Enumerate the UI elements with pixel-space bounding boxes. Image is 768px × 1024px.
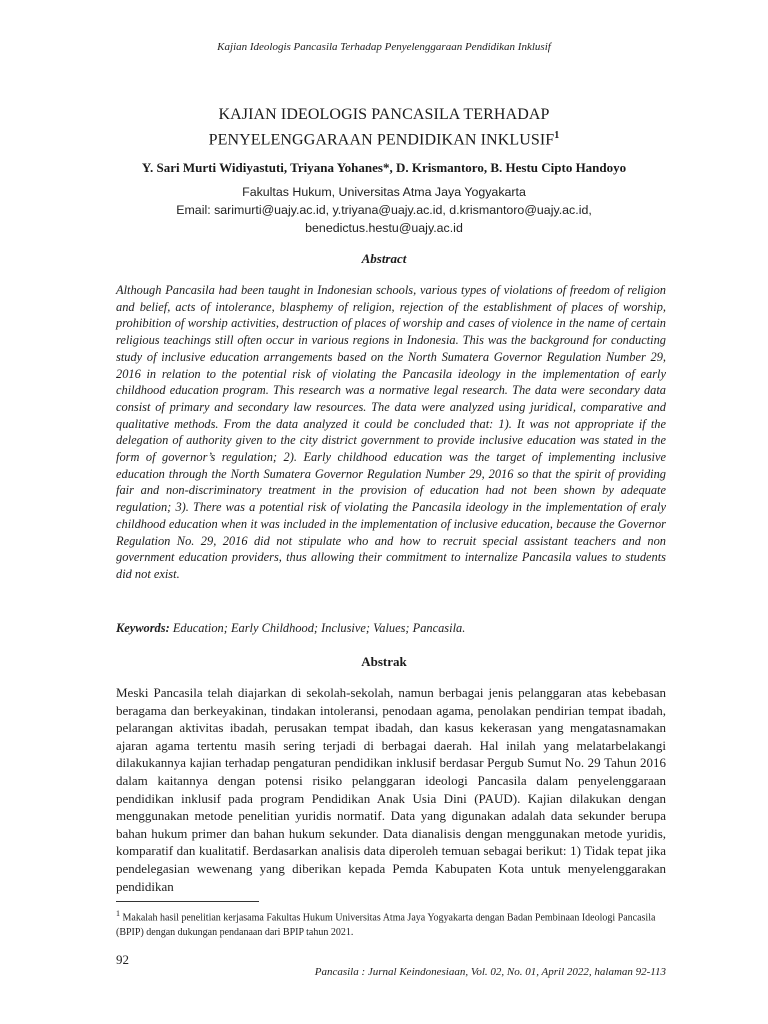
affiliation-emails-line-1: Email: sarimurti@uajy.ac.id, y.triyana@uajy.ac.id, d.krismantoro@uajy.ac.id, [176,203,592,217]
running-header: Kajian Ideologis Pancasila Terhadap Penyelenggaraan Pendidikan Inklusif [217,41,551,53]
footnote-divider [116,901,259,902]
keywords-label: Keywords: [116,621,170,635]
title-line-2 [0,125,768,150]
journal-citation-footer: Pancasila : Jurnal Keindonesiaan, Vol. 02, No. 01, April 2022, halaman 92-113 [314,966,666,978]
affiliation-institution: Fakultas Hukum, Universitas Atma Jaya Yogyakarta [242,185,526,199]
keywords-text: Education; Early Childhood; Inclusive; Values; Pancasila. [172,621,466,635]
footnote [116,907,666,940]
abstrak-heading: Abstrak [361,654,407,669]
keywords [116,621,666,636]
title-line-2-text: PENYELENGGARAAN PENDIDIKAN INKLUSIF [208,131,555,149]
abstract-heading: Abstract [361,251,407,266]
affiliation-block [0,183,768,237]
title-footnote-mark: 1 [554,130,560,141]
footnote-mark: 1 [116,909,120,918]
abstract-body: Although Pancasila had been taught in Indonesian schools, various types of violations of freedom of religion and belief, acts of intolerance, blasphemy of religion, rejection of the establishment of places of worship, prohibition of worship activities, destruction of places of worship and cases of violence in the name of certain religious teachings still often occur in various regions in Indonesia. This was the background for conducting study of inclusive education arrangements based on the North Sumatera Governor Regulation Number 29, 2016 in relation to the potential risk of violating the Pancasila ideology in the implementation of early childhood education program. This research was a normative legal research. The data were secondary data consist of primary and secondary law resources. The data were analyzed using juridical, comparative and qualitative methods. From the data analyzed it could be concluded that: 1). It was not appropriate if the delegation of authority given to the city district government to provide inclusive education was stated in the form of governor’s regulation; 2). Early childhood education was the target of implementing inclusive education through the North Sumatera Governor Regulation Number 29, 2016 so that the spirit of providing fair and non-discriminatory treatment in the provision of education had not been shown by adequate regulation; 3). There was a potential risk of violating the Pancasila ideology in the implementation of eraly childhood education when it was included in the implementation of inclusive education, because the Governor Regulation No. 29, 2016 did not stipulate who and how to recruit special assistant teachers and non government education providers, thus allowing their commitment to internalize Pancasila values to students did not exist. [116,283,666,581]
page-number: 92 [116,952,129,967]
title-line-1: KAJIAN IDEOLOGIS PANCASILA TERHADAP [218,106,550,123]
paper-title [0,104,768,150]
abstrak-body: Meski Pancasila telah diajarkan di sekolah-sekolah, namun berbagai jenis pelanggaran atas kebebasan beragama dan berkeyakinan, tindakan intoleransi, penodaan agama, penolakan pendirian tempat ibadah, pelarangan aktivitas ibadah, perusakan tempat ibadah, dan kasus kekerasan yang mengatasnamakan ajaran agama tertentu masih sering terjadi di berbagai daerah. Hal inilah yang melatarbelakangi dilakukannya kajian terhadap pengaturan pendidikan inklusif berdasar Pergub Sumut No. 29 Tahun 2016 dalam kaitannya dengan potensi risiko pelanggaran ideologi Pancasila dalam penyelenggaraan pendidikan inklusif pada program Pendidikan Anak Usia Dini (PAUD). Kajian dilakukan dengan menggunakan metode penelitian yuridis normatif. Data yang digunakan adalah data sekunder berupa bahan hukum primer dan bahan hukum sekunder. Data dianalisis dengan menggunakan metode yuridis, komparatif dan kualitatif. Berdasarkan analisis data diperoleh temuan sebagai berikut: 1) Tidak tepat jika pendelegasian wewenang yang diberikan kepada Pemda Kabupaten Kota untuk menyelenggarakan pendidikan [116,685,666,894]
footnote-text: Makalah hasil penelitian kerjasama Fakultas Hukum Universitas Atma Jaya Yogyakarta dengan Badan Pembinaan Ideologi Pancasila (BPIP) dengan dukungan pendanaan dari BPIP tahun 2021. [116,912,656,938]
affiliation-emails-line-2: benedictus.hestu@uajy.ac.id [305,221,463,235]
author-list: Y. Sari Murti Widiyastuti, Triyana Yohanes*, D. Krismantoro, B. Hestu Cipto Handoyo [141,160,627,175]
